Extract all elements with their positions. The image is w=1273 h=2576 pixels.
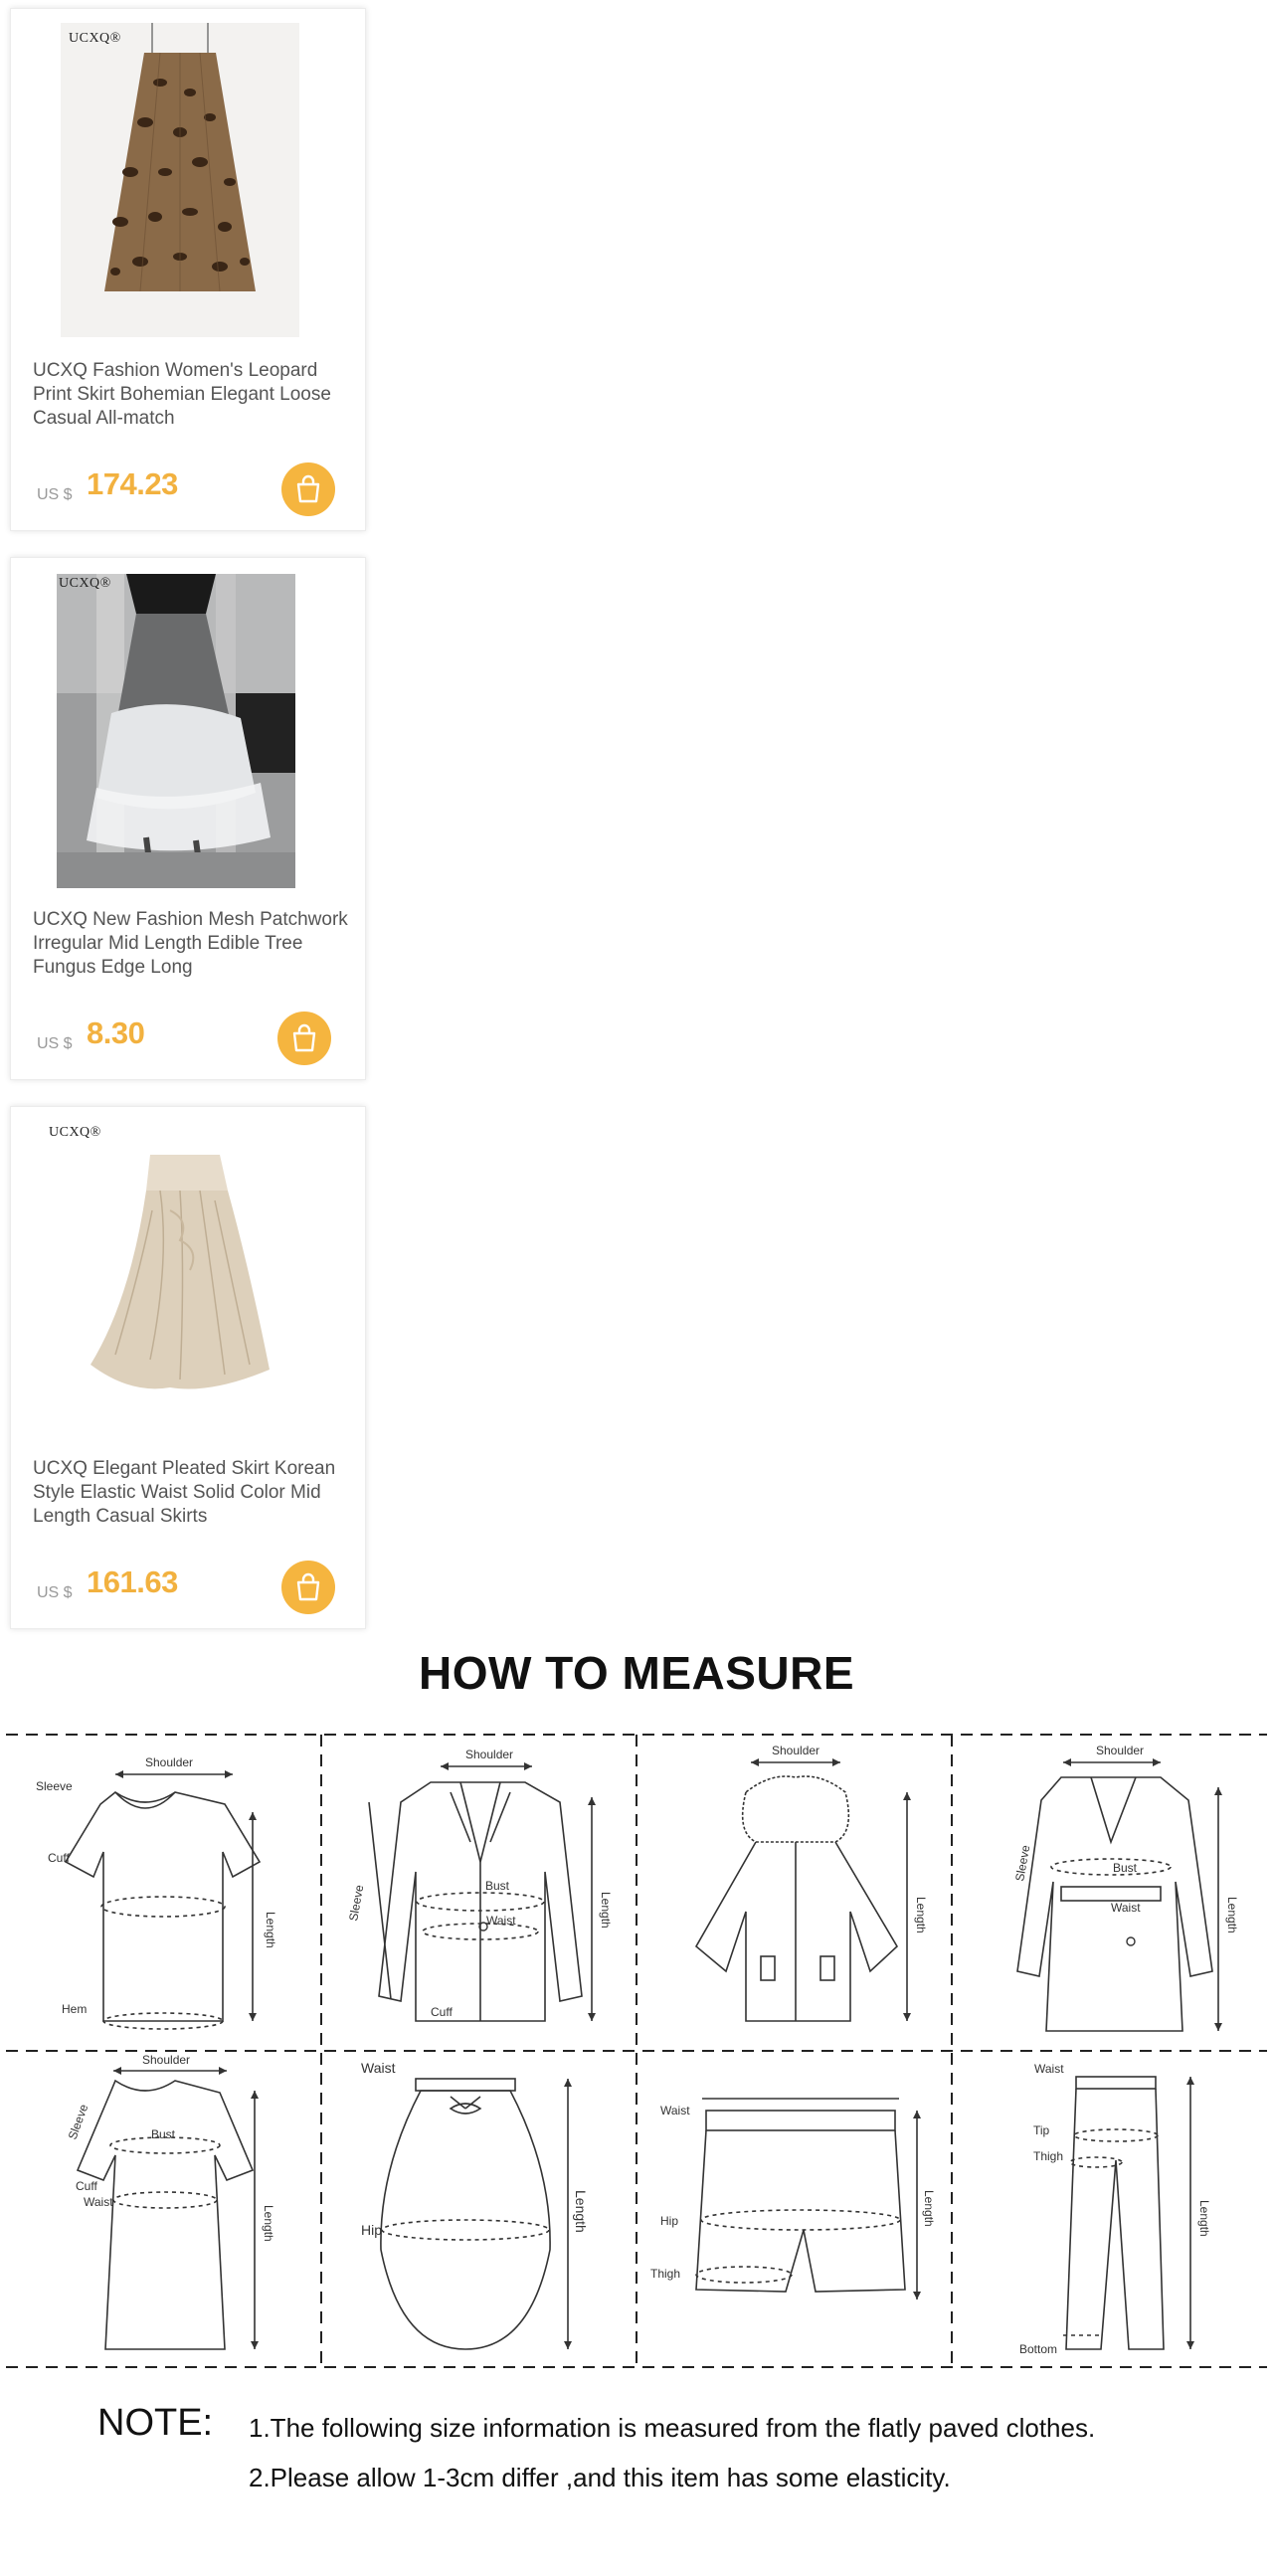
label-waist: Waist [1034, 2062, 1064, 2076]
label-cuff: Cuff [48, 1851, 70, 1865]
shopping-bag-icon [281, 1561, 335, 1614]
label-thigh: Thigh [650, 2267, 681, 2281]
brand-logo: UCXQ® [69, 31, 121, 46]
label-hip: Hip [361, 2222, 383, 2238]
dress-outline [6, 2051, 321, 2369]
product-card-1[interactable] [10, 8, 366, 531]
hooded-coat-outline [636, 1733, 952, 2051]
price-currency: US $ [37, 1584, 73, 1601]
label-bottom: Bottom [1019, 2342, 1058, 2356]
skirt-outline [321, 2051, 636, 2369]
product-title[interactable]: UCXQ Fashion Women's Leopard Print Skirt Bohemian Elegant Loose Casual All-match [33, 360, 331, 429]
label-waist: Waist [486, 1914, 516, 1928]
label-length: Length [599, 1892, 613, 1929]
note-line-1: 1.The following size information is measured from the flatly paved clothes. [249, 2413, 1096, 2443]
trench-coat-outline [952, 1733, 1267, 2051]
label-length: Length [1197, 2200, 1211, 2237]
label-shoulder: Shoulder [465, 1748, 514, 1761]
label-waist: Waist [361, 2060, 396, 2076]
shopping-bag-icon [281, 462, 335, 516]
product-price: 161.63 [87, 1564, 178, 1599]
label-tip: Tip [1033, 2123, 1050, 2137]
label-shoulder: Shoulder [772, 1744, 820, 1757]
label-waist: Waist [84, 2195, 113, 2209]
section-title: HOW TO MEASURE [418, 1647, 855, 1699]
price-currency: US $ [37, 486, 73, 503]
pleated-skirt-image [61, 1121, 299, 1435]
trousers-outline [952, 2051, 1267, 2369]
diagram-skirt [321, 2051, 636, 2369]
label-waist: Waist [660, 2104, 690, 2117]
add-to-cart-button[interactable] [281, 462, 335, 516]
label-hem: Hem [62, 2002, 88, 2016]
label-shoulder: Shoulder [142, 2053, 191, 2067]
note-label: NOTE: [97, 2402, 214, 2444]
price-currency: US $ [37, 1035, 73, 1052]
product-card-3[interactable] [10, 1106, 366, 1629]
product-image[interactable] [57, 574, 295, 888]
label-shoulder: Shoulder [145, 1755, 194, 1769]
diagram-hooded-coat [636, 1733, 952, 2051]
label-length: Length [264, 1912, 277, 1948]
diagram-blazer [321, 1733, 636, 2051]
product-card-2[interactable] [10, 557, 366, 1080]
label-length: Length [573, 2190, 589, 2233]
label-length: Length [922, 2190, 936, 2227]
label-sleeve: Sleeve [346, 1883, 367, 1923]
label-sleeve: Sleeve [36, 1779, 73, 1793]
mesh-skirt-image [57, 574, 295, 888]
label-bust: Bust [1113, 1861, 1138, 1875]
label-hip: Hip [660, 2214, 679, 2228]
product-image[interactable] [49, 1121, 299, 1435]
add-to-cart-button[interactable] [281, 1561, 335, 1614]
label-length: Length [262, 2205, 275, 2242]
label-length: Length [914, 1897, 928, 1933]
leopard-skirt-image [61, 23, 299, 337]
brand-logo: UCXQ® [49, 1125, 101, 1140]
diagram-dress [6, 2051, 321, 2369]
shopping-bag-icon [277, 1012, 331, 1065]
product-price: 8.30 [87, 1015, 145, 1050]
label-sleeve: Sleeve [65, 2102, 91, 2142]
label-cuff: Cuff [76, 2179, 97, 2193]
diagram-tshirt [6, 1733, 321, 2051]
tshirt-outline [6, 1733, 321, 2051]
shorts-outline [636, 2051, 952, 2369]
diagram-trousers [952, 2051, 1267, 2369]
product-title[interactable]: UCXQ Elegant Pleated Skirt Korean Style Elastic Waist Solid Color Mid Length Casual Skirts [33, 1458, 336, 1527]
measure-grid [6, 1733, 1267, 2369]
label-sleeve: Sleeve [1012, 1843, 1033, 1883]
note-line-2: 2.Please allow 1-3cm differ ,and this item has some elasticity. [249, 2463, 951, 2492]
product-title[interactable]: UCXQ New Fashion Mesh Patchwork Irregular Mid Length Edible Tree Fungus Edge Long [33, 909, 348, 978]
label-bust: Bust [485, 1879, 510, 1893]
diagram-trench-coat [952, 1733, 1267, 2051]
label-thigh: Thigh [1033, 2149, 1064, 2163]
product-image[interactable] [61, 23, 299, 337]
label-waist: Waist [1111, 1901, 1141, 1915]
product-price: 174.23 [87, 466, 178, 501]
label-shoulder: Shoulder [1096, 1744, 1145, 1757]
label-length: Length [1225, 1897, 1239, 1933]
diagram-shorts [636, 2051, 952, 2369]
blazer-outline [321, 1733, 636, 2051]
brand-logo: UCXQ® [59, 576, 111, 591]
add-to-cart-button[interactable] [277, 1012, 331, 1065]
label-bust: Bust [151, 2127, 176, 2141]
label-cuff: Cuff [431, 2005, 453, 2019]
